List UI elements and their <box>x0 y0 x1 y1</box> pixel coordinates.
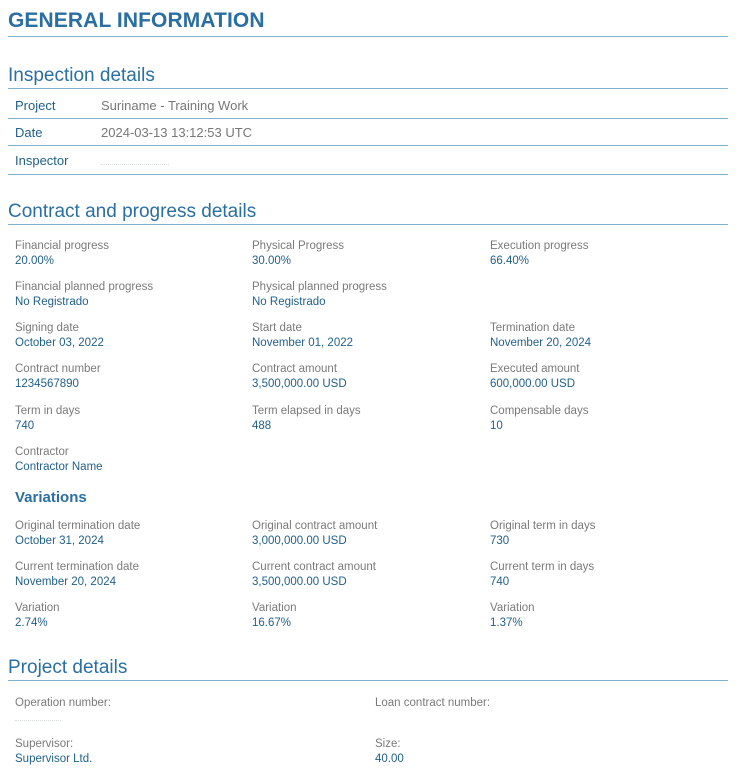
field-current-term-in-days: Current term in days 740 <box>490 561 595 588</box>
field-original-term-in-days: Original term in days 730 <box>490 520 596 547</box>
field-variation-date: Variation 2.74% <box>15 602 60 629</box>
field-term-in-days: Term in days 740 <box>15 405 81 432</box>
variations-heading: Variations <box>15 489 87 506</box>
inspector-value <box>101 146 728 175</box>
inspection-details-table <box>8 92 728 175</box>
field-financial-planned-progress: Financial planned progress No Registrado <box>15 281 154 308</box>
project-value: Suriname - Training Work <box>101 92 728 119</box>
redacted-value <box>101 155 169 165</box>
date-value: 2024-03-13 13:12:53 UTC <box>101 119 728 146</box>
field-start-date: Start date November 01, 2022 <box>252 322 354 349</box>
field-contract-number: Contract number 1234567890 <box>15 363 101 390</box>
table-row <box>8 146 728 175</box>
contract-progress-section <box>8 200 728 225</box>
field-original-contract-amount: Original contract amount 3,000,000.00 USD <box>252 520 378 547</box>
field-compensable-days: Compensable days 10 <box>490 405 589 432</box>
field-signing-date: Signing date October 03, 2022 <box>15 322 104 349</box>
date-label: Date <box>8 119 101 146</box>
project-details-heading: Project details <box>8 656 728 681</box>
field-term-elapsed: Term elapsed in days 488 <box>252 405 361 432</box>
redacted-value <box>15 712 61 721</box>
field-current-termination-date: Current termination date November 20, 2024 <box>15 561 140 588</box>
field-current-contract-amount: Current contract amount 3,500,000.00 USD <box>252 561 377 588</box>
field-executed-amount: Executed amount 600,000.00 USD <box>490 363 580 390</box>
project-fields <box>15 696 728 772</box>
field-size: Size: 40.00 <box>375 738 404 765</box>
field-physical-planned-progress: Physical planned progress No Registrado <box>252 281 387 308</box>
field-contract-amount: Contract amount 3,500,000.00 USD <box>252 363 347 390</box>
field-variation-term: Variation 1.37% <box>490 602 535 629</box>
field-variation-amount: Variation 16.67% <box>252 602 297 629</box>
contract-progress-heading: Contract and progress details <box>8 200 728 225</box>
field-execution-progress: Execution progress 66.40% <box>490 240 589 267</box>
field-contractor: Contractor Contractor Name <box>15 446 103 473</box>
project-details-section <box>8 656 728 681</box>
table-row <box>8 92 728 119</box>
field-physical-progress: Physical Progress 30.00% <box>252 240 345 267</box>
inspection-details-section <box>8 64 728 175</box>
inspector-label: Inspector <box>8 146 101 175</box>
field-financial-progress: Financial progress 20.00% <box>15 240 109 267</box>
field-termination-date: Termination date November 20, 2024 <box>490 322 592 349</box>
field-operation-number: Operation number: <box>15 696 111 726</box>
page-title: GENERAL INFORMATION <box>8 0 728 37</box>
table-row <box>8 119 728 146</box>
field-loan-contract-number: Loan contract number: <box>375 697 491 709</box>
general-information-page <box>8 0 728 765</box>
field-supervisor: Supervisor: Supervisor Ltd. <box>15 738 93 765</box>
field-original-termination-date: Original termination date October 31, 2024 <box>15 520 141 547</box>
project-label: Project <box>8 92 101 119</box>
contract-fields <box>15 239 728 639</box>
inspection-details-heading: Inspection details <box>8 64 728 89</box>
